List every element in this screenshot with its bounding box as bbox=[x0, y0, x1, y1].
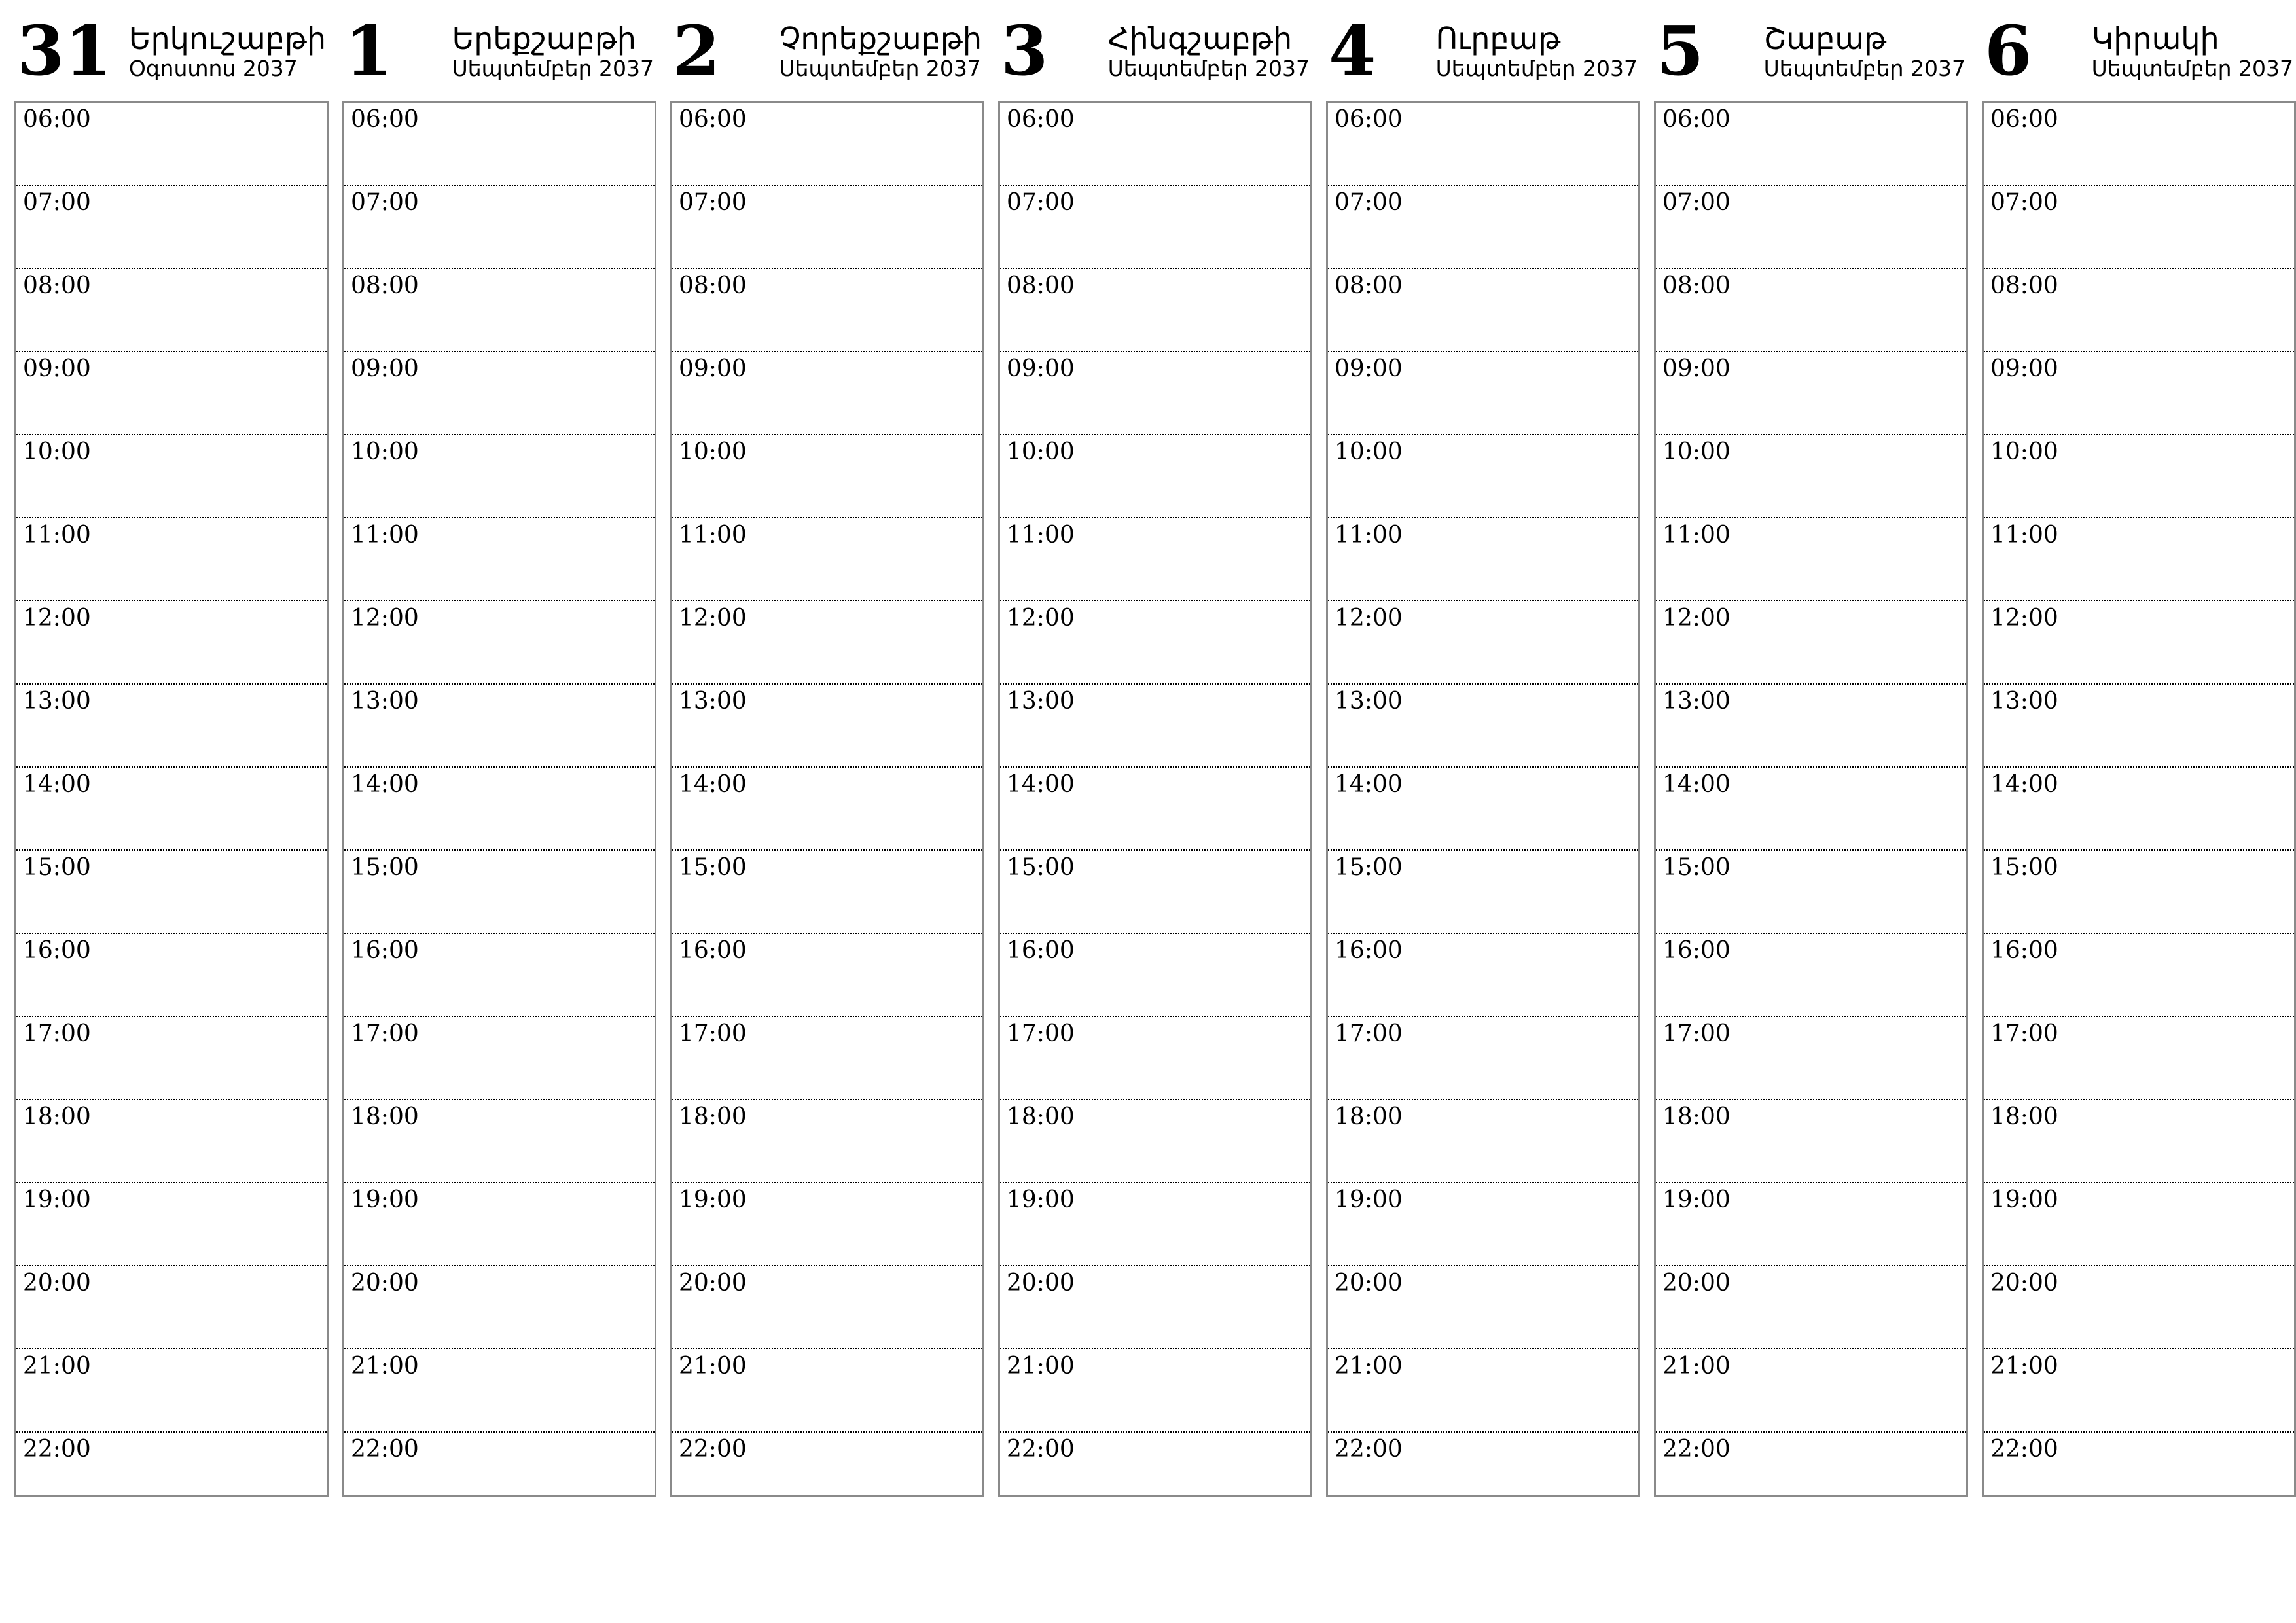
time-label: 22:00 bbox=[1335, 1436, 1403, 1463]
day-schedule-box bbox=[1326, 101, 1640, 1497]
time-slot[interactable] bbox=[16, 1433, 327, 1514]
time-slot[interactable] bbox=[1000, 269, 1310, 352]
day-header bbox=[342, 9, 656, 101]
time-label: 08:00 bbox=[1990, 272, 2058, 299]
time-slot[interactable] bbox=[1328, 851, 1638, 934]
time-slot[interactable] bbox=[1984, 518, 2294, 601]
time-slot[interactable] bbox=[1656, 851, 1966, 934]
time-label: 20:00 bbox=[1007, 1270, 1075, 1296]
time-slot[interactable] bbox=[1328, 1433, 1638, 1514]
time-label: 10:00 bbox=[1007, 438, 1075, 465]
time-slot[interactable] bbox=[672, 851, 982, 934]
time-label: 14:00 bbox=[23, 771, 91, 798]
time-label: 20:00 bbox=[23, 1270, 91, 1296]
time-slot[interactable] bbox=[344, 518, 655, 601]
time-label: 10:00 bbox=[1990, 438, 2058, 465]
day-column bbox=[998, 9, 1312, 1497]
day-schedule-box bbox=[342, 101, 656, 1497]
time-slot[interactable] bbox=[1000, 435, 1310, 518]
time-label: 18:00 bbox=[23, 1103, 91, 1130]
time-slot[interactable] bbox=[1000, 685, 1310, 768]
time-label: 18:00 bbox=[1662, 1103, 1731, 1130]
weekday-label: Շաբաթ bbox=[1763, 21, 1887, 56]
time-label: 11:00 bbox=[1662, 522, 1731, 548]
time-label: 17:00 bbox=[1335, 1020, 1403, 1047]
weekday-label: Կիրակի bbox=[2091, 21, 2219, 56]
time-slot[interactable] bbox=[672, 768, 982, 851]
time-label: 21:00 bbox=[1335, 1353, 1403, 1380]
time-label: 20:00 bbox=[1990, 1270, 2058, 1296]
time-label: 20:00 bbox=[351, 1270, 419, 1296]
month-label: Սեպտեմբեր 2037 bbox=[452, 55, 654, 81]
time-slot[interactable] bbox=[1984, 1266, 2294, 1349]
day-header bbox=[1326, 9, 1640, 101]
day-column bbox=[342, 9, 656, 1497]
weekly-planner bbox=[14, 9, 2293, 1497]
time-slot[interactable] bbox=[1984, 685, 2294, 768]
time-slot[interactable] bbox=[1984, 1017, 2294, 1100]
time-slot[interactable] bbox=[1656, 768, 1966, 851]
weekday-label: Երեքշաբթի bbox=[452, 21, 636, 56]
time-slot[interactable] bbox=[344, 186, 655, 269]
time-slot[interactable] bbox=[672, 186, 982, 269]
time-label: 08:00 bbox=[1335, 272, 1403, 299]
time-label: 18:00 bbox=[351, 1103, 419, 1130]
time-label: 11:00 bbox=[351, 522, 419, 548]
time-label: 15:00 bbox=[1335, 854, 1403, 881]
time-label: 09:00 bbox=[1007, 355, 1075, 382]
time-label: 19:00 bbox=[1990, 1186, 2058, 1213]
time-label: 08:00 bbox=[679, 272, 747, 299]
time-slot[interactable] bbox=[1000, 1349, 1310, 1433]
time-label: 14:00 bbox=[679, 771, 747, 798]
time-label: 11:00 bbox=[1007, 522, 1075, 548]
time-label: 09:00 bbox=[1990, 355, 2058, 382]
time-label: 06:00 bbox=[1662, 106, 1731, 133]
weekday-label: Չորեքշաբթի bbox=[779, 21, 982, 56]
time-slot[interactable] bbox=[1000, 103, 1310, 186]
time-label: 17:00 bbox=[1662, 1020, 1731, 1047]
time-label: 13:00 bbox=[351, 688, 419, 715]
time-slot[interactable] bbox=[1328, 1349, 1638, 1433]
time-label: 17:00 bbox=[679, 1020, 747, 1047]
time-slot[interactable] bbox=[16, 768, 327, 851]
time-label: 12:00 bbox=[23, 605, 91, 632]
time-label: 22:00 bbox=[23, 1436, 91, 1463]
time-slot[interactable] bbox=[1656, 1017, 1966, 1100]
time-label: 08:00 bbox=[1007, 272, 1075, 299]
weekday-label: Հինգշաբթի bbox=[1107, 21, 1293, 56]
time-slot[interactable] bbox=[16, 1100, 327, 1183]
day-number: 2 bbox=[673, 10, 721, 91]
time-label: 14:00 bbox=[1007, 771, 1075, 798]
time-slot[interactable] bbox=[1000, 934, 1310, 1017]
time-slot[interactable] bbox=[1000, 1100, 1310, 1183]
time-label: 08:00 bbox=[23, 272, 91, 299]
time-slot[interactable] bbox=[1328, 1266, 1638, 1349]
time-label: 18:00 bbox=[679, 1103, 747, 1130]
time-slot[interactable] bbox=[672, 269, 982, 352]
time-slot[interactable] bbox=[1656, 186, 1966, 269]
time-label: 11:00 bbox=[1990, 522, 2058, 548]
time-label: 15:00 bbox=[1007, 854, 1075, 881]
time-label: 17:00 bbox=[1007, 1020, 1075, 1047]
time-slot[interactable] bbox=[1656, 518, 1966, 601]
time-slot[interactable] bbox=[672, 934, 982, 1017]
time-label: 21:00 bbox=[23, 1353, 91, 1380]
time-label: 21:00 bbox=[679, 1353, 747, 1380]
time-slot[interactable] bbox=[16, 518, 327, 601]
time-label: 12:00 bbox=[679, 605, 747, 632]
day-header bbox=[998, 9, 1312, 101]
time-slot[interactable] bbox=[1000, 186, 1310, 269]
month-label: Սեպտեմբեր 2037 bbox=[1435, 55, 1638, 81]
time-label: 13:00 bbox=[1990, 688, 2058, 715]
day-number: 6 bbox=[1984, 10, 2032, 91]
time-label: 09:00 bbox=[351, 355, 419, 382]
time-slot[interactable] bbox=[16, 1017, 327, 1100]
time-label: 18:00 bbox=[1007, 1103, 1075, 1130]
time-slot[interactable] bbox=[344, 1433, 655, 1514]
day-column bbox=[1326, 9, 1640, 1497]
time-slot[interactable] bbox=[1984, 352, 2294, 435]
time-label: 14:00 bbox=[1335, 771, 1403, 798]
time-slot[interactable] bbox=[1984, 1100, 2294, 1183]
month-label: Սեպտեմբեր 2037 bbox=[2091, 55, 2293, 81]
time-label: 16:00 bbox=[1990, 937, 2058, 964]
day-info bbox=[779, 22, 982, 81]
time-label: 15:00 bbox=[679, 854, 747, 881]
day-number: 4 bbox=[1329, 10, 1376, 91]
time-label: 19:00 bbox=[1662, 1186, 1731, 1213]
time-label: 14:00 bbox=[1662, 771, 1731, 798]
time-label: 22:00 bbox=[1990, 1436, 2058, 1463]
day-schedule-box bbox=[1654, 101, 1968, 1497]
time-slot[interactable] bbox=[1656, 685, 1966, 768]
time-label: 11:00 bbox=[23, 522, 91, 548]
day-header bbox=[14, 9, 329, 101]
day-header bbox=[1982, 9, 2296, 101]
day-column bbox=[1654, 9, 1968, 1497]
time-slot[interactable] bbox=[1984, 851, 2294, 934]
day-info bbox=[129, 22, 326, 81]
day-number: 1 bbox=[345, 10, 393, 91]
time-slot[interactable] bbox=[1000, 1017, 1310, 1100]
time-label: 06:00 bbox=[351, 106, 419, 133]
time-label: 21:00 bbox=[1662, 1353, 1731, 1380]
time-label: 15:00 bbox=[1662, 854, 1731, 881]
time-slot[interactable] bbox=[344, 103, 655, 186]
time-slot[interactable] bbox=[1328, 1100, 1638, 1183]
time-slot[interactable] bbox=[1000, 1266, 1310, 1349]
time-label: 13:00 bbox=[23, 688, 91, 715]
time-slot[interactable] bbox=[1656, 1349, 1966, 1433]
time-label: 07:00 bbox=[1007, 189, 1075, 216]
day-info bbox=[1764, 22, 1965, 81]
time-label: 16:00 bbox=[1662, 937, 1731, 964]
day-schedule-box bbox=[14, 101, 329, 1497]
day-number: 31 bbox=[17, 10, 112, 91]
time-slot[interactable] bbox=[1984, 186, 2294, 269]
time-label: 16:00 bbox=[1007, 937, 1075, 964]
time-label: 06:00 bbox=[679, 106, 747, 133]
time-slot[interactable] bbox=[1656, 1266, 1966, 1349]
time-slot[interactable] bbox=[1328, 103, 1638, 186]
time-label: 20:00 bbox=[1662, 1270, 1731, 1296]
weekday-label: Երկուշաբթի bbox=[128, 21, 326, 56]
time-slot[interactable] bbox=[344, 435, 655, 518]
time-label: 19:00 bbox=[351, 1186, 419, 1213]
time-label: 12:00 bbox=[1662, 605, 1731, 632]
time-slot[interactable] bbox=[344, 1349, 655, 1433]
time-label: 14:00 bbox=[1990, 771, 2058, 798]
time-slot[interactable] bbox=[1984, 269, 2294, 352]
time-label: 16:00 bbox=[679, 937, 747, 964]
time-slot[interactable] bbox=[672, 1017, 982, 1100]
time-label: 20:00 bbox=[1335, 1270, 1403, 1296]
time-slot[interactable] bbox=[1328, 1183, 1638, 1266]
time-slot[interactable] bbox=[1000, 768, 1310, 851]
time-label: 22:00 bbox=[351, 1436, 419, 1463]
day-info bbox=[1108, 22, 1310, 81]
time-slot[interactable] bbox=[1000, 1183, 1310, 1266]
time-slot[interactable] bbox=[672, 1349, 982, 1433]
day-schedule-box bbox=[1982, 101, 2296, 1497]
time-slot[interactable] bbox=[16, 685, 327, 768]
time-label: 21:00 bbox=[1990, 1353, 2058, 1380]
time-label: 13:00 bbox=[1335, 688, 1403, 715]
time-slot[interactable] bbox=[344, 601, 655, 685]
day-column bbox=[14, 9, 329, 1497]
time-slot[interactable] bbox=[16, 269, 327, 352]
time-slot[interactable] bbox=[672, 435, 982, 518]
time-slot[interactable] bbox=[1984, 1183, 2294, 1266]
time-slot[interactable] bbox=[1656, 103, 1966, 186]
time-label: 12:00 bbox=[351, 605, 419, 632]
time-slot[interactable] bbox=[16, 435, 327, 518]
time-label: 06:00 bbox=[1335, 106, 1403, 133]
time-slot[interactable] bbox=[1656, 601, 1966, 685]
time-slot[interactable] bbox=[1328, 269, 1638, 352]
time-label: 09:00 bbox=[1662, 355, 1731, 382]
time-slot[interactable] bbox=[16, 1266, 327, 1349]
time-label: 11:00 bbox=[1335, 522, 1403, 548]
month-label: Սեպտեմբեր 2037 bbox=[1763, 55, 1965, 81]
time-label: 08:00 bbox=[351, 272, 419, 299]
time-label: 07:00 bbox=[1990, 189, 2058, 216]
time-slot[interactable] bbox=[1000, 1433, 1310, 1514]
time-slot[interactable] bbox=[672, 1183, 982, 1266]
time-slot[interactable] bbox=[344, 1017, 655, 1100]
time-label: 19:00 bbox=[679, 1186, 747, 1213]
time-label: 06:00 bbox=[23, 106, 91, 133]
time-label: 22:00 bbox=[1662, 1436, 1731, 1463]
time-slot[interactable] bbox=[344, 768, 655, 851]
time-slot[interactable] bbox=[672, 1266, 982, 1349]
time-slot[interactable] bbox=[16, 1183, 327, 1266]
time-slot[interactable] bbox=[1656, 352, 1966, 435]
time-slot[interactable] bbox=[16, 1349, 327, 1433]
time-label: 21:00 bbox=[351, 1353, 419, 1380]
day-column bbox=[1982, 9, 2296, 1497]
time-slot[interactable] bbox=[1000, 601, 1310, 685]
time-label: 13:00 bbox=[1662, 688, 1731, 715]
month-label: Օգոստոս 2037 bbox=[128, 55, 298, 81]
time-slot[interactable] bbox=[344, 851, 655, 934]
time-slot[interactable] bbox=[1984, 601, 2294, 685]
time-slot[interactable] bbox=[344, 1183, 655, 1266]
day-info bbox=[452, 22, 654, 81]
time-slot[interactable] bbox=[1328, 934, 1638, 1017]
time-label: 15:00 bbox=[351, 854, 419, 881]
time-slot[interactable] bbox=[344, 934, 655, 1017]
time-slot[interactable] bbox=[1656, 435, 1966, 518]
time-label: 20:00 bbox=[679, 1270, 747, 1296]
time-label: 17:00 bbox=[1990, 1020, 2058, 1047]
day-header bbox=[670, 9, 984, 101]
time-label: 17:00 bbox=[23, 1020, 91, 1047]
day-info bbox=[1436, 22, 1638, 81]
time-label: 19:00 bbox=[1007, 1186, 1075, 1213]
time-slot[interactable] bbox=[672, 1100, 982, 1183]
time-label: 18:00 bbox=[1335, 1103, 1403, 1130]
time-label: 08:00 bbox=[1662, 272, 1731, 299]
time-label: 16:00 bbox=[351, 937, 419, 964]
time-slot[interactable] bbox=[344, 685, 655, 768]
day-number: 5 bbox=[1657, 10, 1704, 91]
time-label: 12:00 bbox=[1335, 605, 1403, 632]
time-label: 22:00 bbox=[679, 1436, 747, 1463]
time-slot[interactable] bbox=[16, 601, 327, 685]
time-slot[interactable] bbox=[672, 518, 982, 601]
time-label: 07:00 bbox=[1335, 189, 1403, 216]
time-label: 18:00 bbox=[1990, 1103, 2058, 1130]
time-label: 10:00 bbox=[1662, 438, 1731, 465]
time-slot[interactable] bbox=[16, 352, 327, 435]
time-label: 19:00 bbox=[1335, 1186, 1403, 1213]
day-schedule-box bbox=[998, 101, 1312, 1497]
time-slot[interactable] bbox=[1328, 601, 1638, 685]
time-label: 09:00 bbox=[23, 355, 91, 382]
time-slot[interactable] bbox=[1000, 352, 1310, 435]
time-slot[interactable] bbox=[344, 1266, 655, 1349]
time-label: 10:00 bbox=[351, 438, 419, 465]
time-label: 10:00 bbox=[679, 438, 747, 465]
time-label: 07:00 bbox=[1662, 189, 1731, 216]
time-slot[interactable] bbox=[1328, 352, 1638, 435]
time-label: 19:00 bbox=[23, 1186, 91, 1213]
time-slot[interactable] bbox=[1984, 934, 2294, 1017]
time-slot[interactable] bbox=[672, 103, 982, 186]
time-slot[interactable] bbox=[1984, 1433, 2294, 1514]
time-slot[interactable] bbox=[1328, 1017, 1638, 1100]
time-slot[interactable] bbox=[1328, 186, 1638, 269]
time-label: 15:00 bbox=[23, 854, 91, 881]
time-slot[interactable] bbox=[1656, 934, 1966, 1017]
time-slot[interactable] bbox=[1656, 1183, 1966, 1266]
time-slot[interactable] bbox=[1984, 1349, 2294, 1433]
time-slot[interactable] bbox=[1328, 768, 1638, 851]
time-label: 10:00 bbox=[23, 438, 91, 465]
day-header bbox=[1654, 9, 1968, 101]
month-label: Սեպտեմբեր 2037 bbox=[1107, 55, 1310, 81]
time-label: 21:00 bbox=[1007, 1353, 1075, 1380]
time-label: 22:00 bbox=[1007, 1436, 1075, 1463]
time-label: 13:00 bbox=[679, 688, 747, 715]
time-slot[interactable] bbox=[1000, 518, 1310, 601]
time-slot[interactable] bbox=[672, 685, 982, 768]
time-slot[interactable] bbox=[1000, 851, 1310, 934]
time-label: 15:00 bbox=[1990, 854, 2058, 881]
time-slot[interactable] bbox=[672, 352, 982, 435]
time-label: 13:00 bbox=[1007, 688, 1075, 715]
time-label: 16:00 bbox=[1335, 937, 1403, 964]
day-number: 3 bbox=[1001, 10, 1049, 91]
time-label: 07:00 bbox=[351, 189, 419, 216]
month-label: Սեպտեմբեր 2037 bbox=[779, 55, 981, 81]
time-slot[interactable] bbox=[1328, 518, 1638, 601]
time-slot[interactable] bbox=[344, 1100, 655, 1183]
time-slot[interactable] bbox=[672, 1433, 982, 1514]
time-slot[interactable] bbox=[1656, 269, 1966, 352]
time-slot[interactable] bbox=[1984, 103, 2294, 186]
time-label: 12:00 bbox=[1007, 605, 1075, 632]
time-label: 14:00 bbox=[351, 771, 419, 798]
time-slot[interactable] bbox=[344, 269, 655, 352]
time-slot[interactable] bbox=[16, 934, 327, 1017]
time-slot[interactable] bbox=[16, 103, 327, 186]
time-slot[interactable] bbox=[16, 186, 327, 269]
weekday-label: Ուրբաթ bbox=[1435, 21, 1561, 56]
time-label: 11:00 bbox=[679, 522, 747, 548]
time-slot[interactable] bbox=[1328, 435, 1638, 518]
time-label: 16:00 bbox=[23, 937, 91, 964]
time-slot[interactable] bbox=[344, 352, 655, 435]
time-slot[interactable] bbox=[16, 851, 327, 934]
day-info bbox=[2092, 22, 2293, 81]
time-label: 06:00 bbox=[1007, 106, 1075, 133]
time-slot[interactable] bbox=[1984, 435, 2294, 518]
time-label: 10:00 bbox=[1335, 438, 1403, 465]
time-slot[interactable] bbox=[1984, 768, 2294, 851]
time-label: 07:00 bbox=[23, 189, 91, 216]
time-slot[interactable] bbox=[672, 601, 982, 685]
time-slot[interactable] bbox=[1328, 685, 1638, 768]
time-label: 17:00 bbox=[351, 1020, 419, 1047]
day-schedule-box bbox=[670, 101, 984, 1497]
time-label: 12:00 bbox=[1990, 605, 2058, 632]
time-label: 07:00 bbox=[679, 189, 747, 216]
time-slot[interactable] bbox=[1656, 1100, 1966, 1183]
time-label: 09:00 bbox=[1335, 355, 1403, 382]
time-slot[interactable] bbox=[1656, 1433, 1966, 1514]
time-label: 06:00 bbox=[1990, 106, 2058, 133]
day-column bbox=[670, 9, 984, 1497]
time-label: 09:00 bbox=[679, 355, 747, 382]
